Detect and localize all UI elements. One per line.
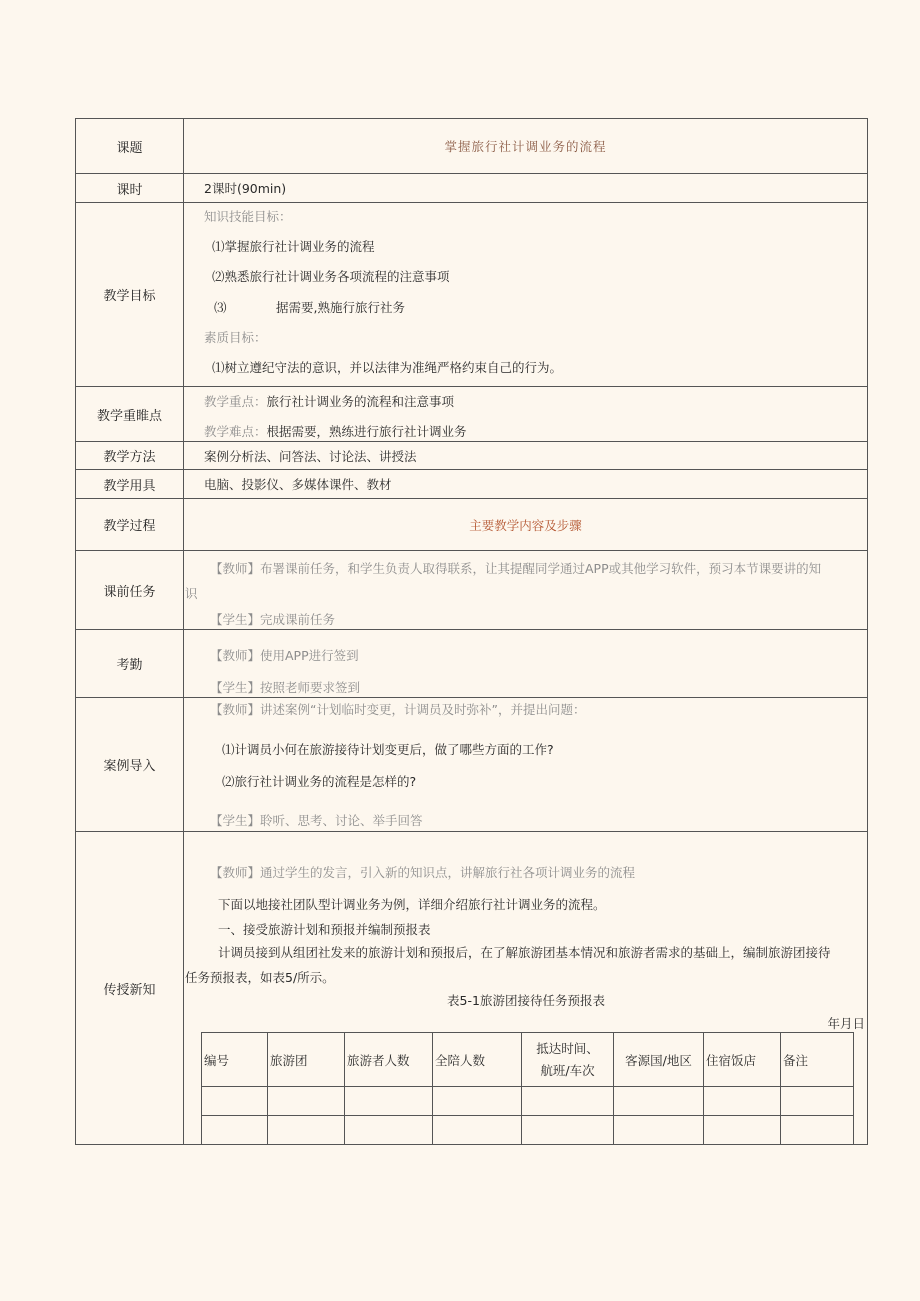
table-header: 全陪人数 <box>433 1033 522 1087</box>
table-cell <box>268 1116 345 1145</box>
goal-item: 据需要,熟施行旅行社务 <box>276 300 405 315</box>
methods-value: 案例分析法、问答法、讨论法、讲授法 <box>184 442 868 470</box>
table-cell <box>522 1116 614 1145</box>
table-row <box>202 1116 854 1145</box>
lesson-plan-sheet <box>75 118 867 1145</box>
case-question: ⑴计调员小何在旅游接待计划变更后，做了哪些方面的工作? <box>222 742 554 757</box>
pre-task-content <box>184 551 868 630</box>
table-cell <box>433 1116 522 1145</box>
lesson-plan-table <box>75 118 868 1145</box>
row-goals <box>76 203 868 387</box>
row-new-knowledge <box>76 832 868 1145</box>
table-header: 旅游团 <box>268 1033 345 1087</box>
case-label: 案例导入 <box>76 698 184 832</box>
table-cell <box>614 1116 704 1145</box>
case-content <box>184 698 868 832</box>
case-student: 【学生】聆听、思考、讨论、举手回答 <box>210 813 423 828</box>
new-knowledge-label: 传授新知 <box>76 832 184 1145</box>
date-label: 年月日 <box>827 1016 865 1031</box>
table-cell <box>704 1087 781 1116</box>
attendance-student: 【学生】按照老师要求签到 <box>210 680 361 695</box>
table-caption: 表5-1旅游团接待任务预报表 <box>447 993 605 1008</box>
hours-value: 2课时(90min) <box>184 174 868 203</box>
table-header-row <box>202 1033 854 1087</box>
row-methods <box>76 442 868 470</box>
goal-item: ⑶ <box>214 300 227 315</box>
table-header: 编号 <box>202 1033 268 1087</box>
table-header: 备注 <box>781 1033 854 1087</box>
table-cell <box>345 1116 433 1145</box>
row-topic <box>76 119 868 174</box>
new-knowledge-paragraph-wrap: 任务预报表，如表5/所示。 <box>185 970 335 985</box>
section-heading: 一、接受旅游计划和预报并编制预报表 <box>218 922 431 937</box>
table-cell <box>704 1116 781 1145</box>
difficulty-value: 根据需要，熟练进行旅行社计调业务 <box>266 424 467 439</box>
difficulty-line <box>204 422 467 440</box>
pre-task-student: 【学生】完成课前任务 <box>210 612 336 627</box>
focus-label: 教学重点： <box>204 394 267 409</box>
focus-value: 旅行社计调业务的流程和注意事项 <box>266 394 455 409</box>
table-cell <box>202 1116 268 1145</box>
pre-task-teacher-wrap: 识 <box>185 586 198 601</box>
attendance-label: 考勤 <box>76 630 184 698</box>
row-case <box>76 698 868 832</box>
topic-label: 课题 <box>76 119 184 174</box>
table-cell <box>614 1087 704 1116</box>
table-cell <box>781 1116 854 1145</box>
key-points-content <box>184 387 868 442</box>
table-cell <box>433 1087 522 1116</box>
row-process <box>76 499 868 551</box>
skill-heading: 知识技能目标： <box>204 209 292 224</box>
process-label: 教学过程 <box>76 499 184 551</box>
tools-value: 电脑、投影仪、多媒体课件、教材 <box>184 470 868 499</box>
new-knowledge-content <box>184 832 868 1145</box>
table-header: 客源国/地区 <box>614 1033 704 1087</box>
new-knowledge-paragraph: 计调员接到从组团社发来的旅游计划和预报后，在了解旅游团基本情况和旅游者需求的基础上，编制旅游团接待 <box>218 945 831 960</box>
tools-label: 教学用具 <box>76 470 184 499</box>
difficulty-label: 教学难点： <box>204 424 267 439</box>
row-tools <box>76 470 868 499</box>
hours-label: 课时 <box>76 174 184 203</box>
table-cell <box>345 1087 433 1116</box>
quality-item: ⑴树立遵纪守法的意识，并以法律为准绳严格约束自己的行为。 <box>212 360 563 375</box>
quality-heading: 素质目标： <box>204 330 267 345</box>
key-points-label: 教学重睢点 <box>76 387 184 442</box>
table-header: 旅游者人数 <box>345 1033 433 1087</box>
row-pre-task <box>76 551 868 630</box>
row-hours <box>76 174 868 203</box>
page-title: 掌握旅行社计调业务的流程 <box>184 119 868 174</box>
reception-forecast-table <box>201 1032 854 1145</box>
case-question: ⑵旅行社计调业务的流程是怎样的? <box>222 774 417 789</box>
table-cell <box>202 1087 268 1116</box>
focus-line <box>204 392 454 410</box>
new-knowledge-paragraph: 下面以地接社团队型计调业务为例，详细介绍旅行社计调业务的流程。 <box>218 897 606 912</box>
table-cell <box>268 1087 345 1116</box>
attendance-content <box>184 630 868 698</box>
table-header: 住宿饭店 <box>704 1033 781 1087</box>
pre-task-label: 课前任务 <box>76 551 184 630</box>
table-cell <box>781 1087 854 1116</box>
goal-item: ⑴掌握旅行社计调业务的流程 <box>212 239 375 254</box>
table-cell <box>522 1087 614 1116</box>
process-title: 主要教学内容及步骤 <box>184 499 868 551</box>
goal-item: ⑵熟悉旅行社计调业务各项流程的注意事项 <box>212 269 450 284</box>
methods-label: 教学方法 <box>76 442 184 470</box>
goals-content <box>184 203 868 387</box>
row-attendance <box>76 630 868 698</box>
case-teacher: 【教师】讲述案例“计划临时变更，计调员及时弥补”，并提出问题： <box>210 702 586 717</box>
attendance-teacher: 【教师】使用APP进行签到 <box>210 648 359 663</box>
row-key-points <box>76 387 868 442</box>
goals-label: 教学目标 <box>76 203 184 387</box>
new-knowledge-teacher: 【教师】通过学生的发言，引入新的知识点，讲解旅行社各项计调业务的流程 <box>210 865 636 880</box>
table-header-line2: 航班/车次 <box>540 1062 595 1078</box>
table-header: 抵达时间、 <box>536 1040 599 1056</box>
table-row <box>202 1087 854 1116</box>
table-header-arrival <box>522 1033 614 1087</box>
pre-task-teacher: 【教师】布署课前任务，和学生负责人取得联系，让其提醒同学通过APP或其他学习软件，预习本节课要讲的知 <box>210 561 822 576</box>
